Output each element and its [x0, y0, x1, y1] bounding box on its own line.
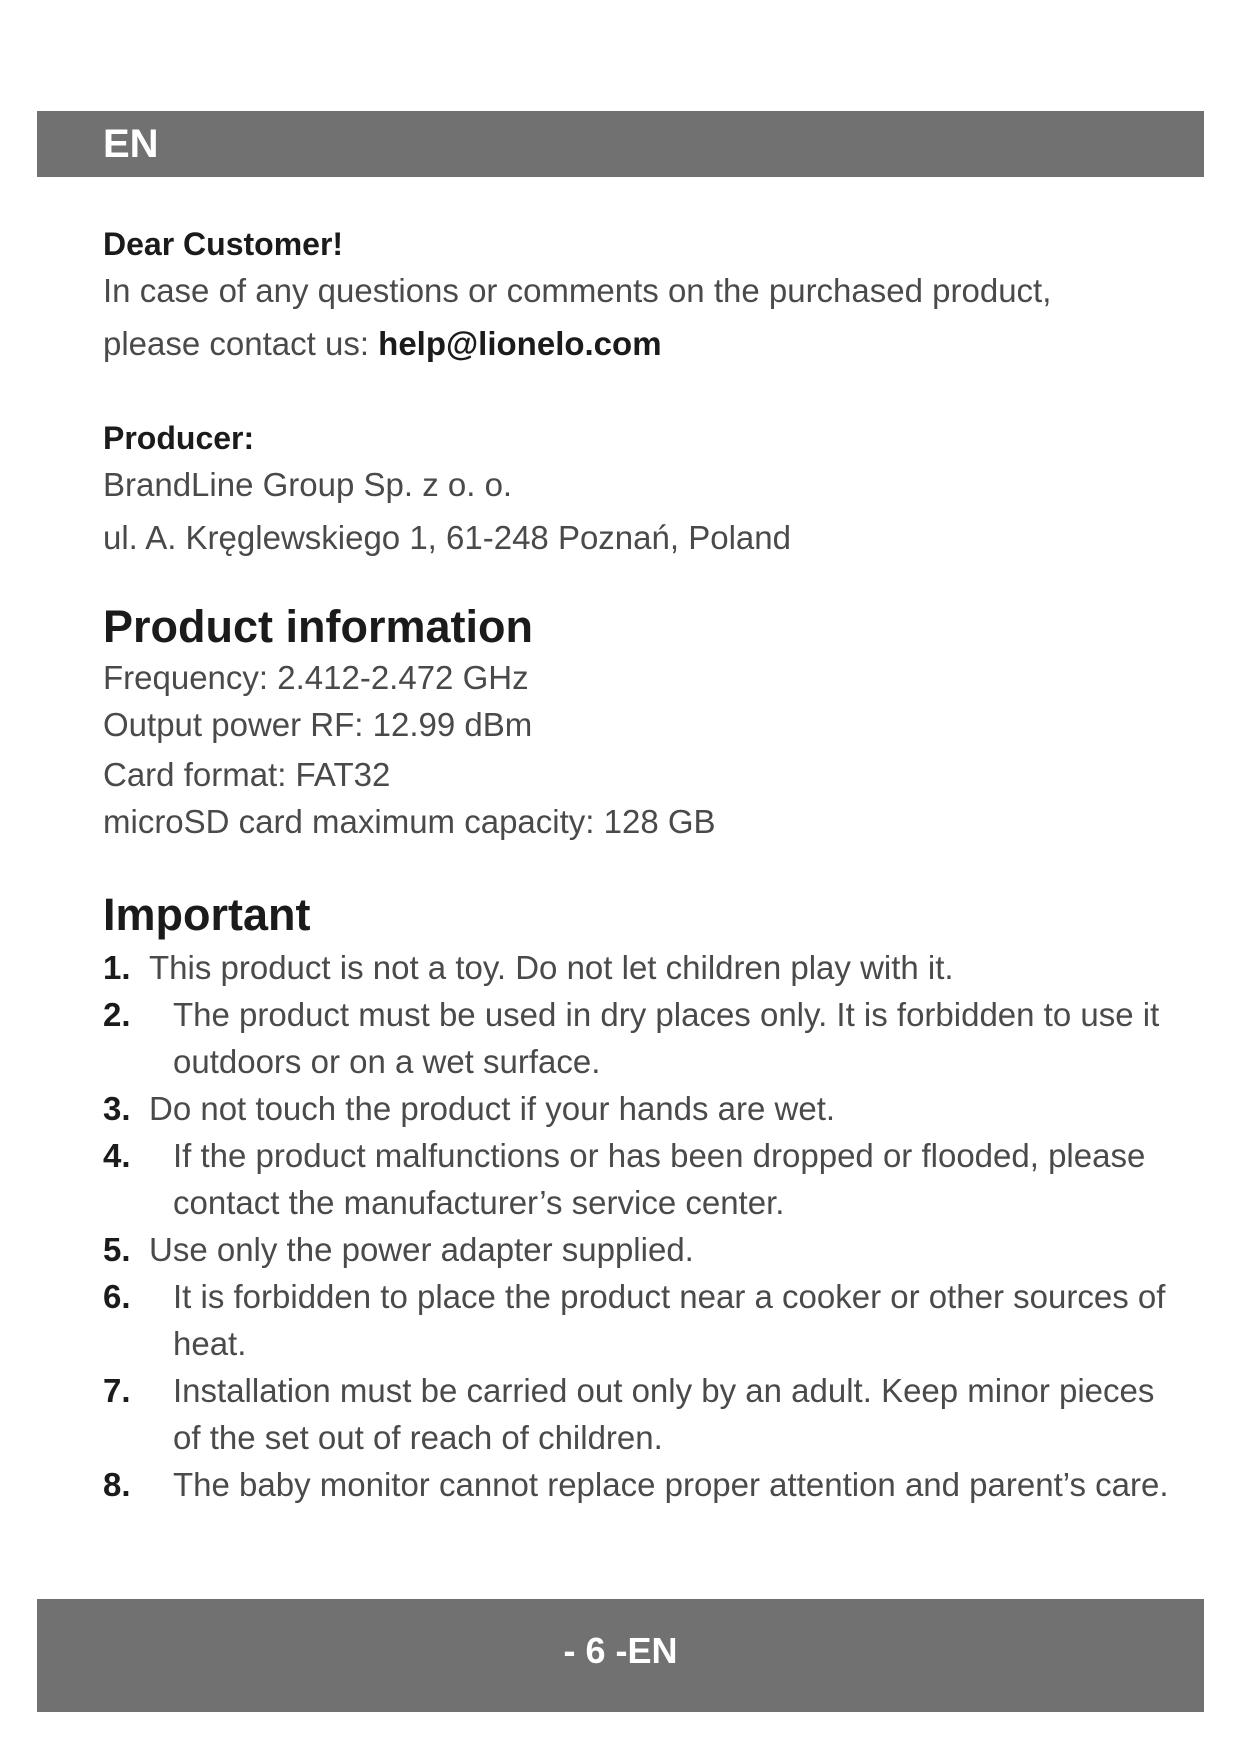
list-item-text: If the product malfunctions or has been dropped or flooded, please contact the manufacturer’s service center. [173, 1137, 1146, 1221]
list-item-text: The product must be used in dry places only. It is forbidden to use it outdoors or on a wet surface. [173, 996, 1160, 1080]
list-item [103, 1085, 1183, 1132]
language-label: EN [103, 122, 159, 166]
important-heading: Important [103, 889, 311, 940]
list-item-text: It is forbidden to place the product near a cooker or other sources of heat. [173, 1278, 1166, 1362]
list-item [103, 944, 1183, 991]
header-bar [37, 111, 1204, 177]
greeting-line-2-prefix: please contact us: [103, 325, 379, 362]
greeting-line-1: In case of any questions or comments on the purchased product, [103, 272, 1052, 309]
list-item-text: Use only the power adapter supplied. [149, 1231, 694, 1268]
list-item-text: This product is not a toy. Do not let children play with it. [149, 949, 954, 986]
list-item [103, 1367, 1183, 1461]
producer-title: Producer: [103, 420, 255, 456]
list-item-number: 5. [103, 1231, 131, 1268]
list-item-number: 6. [103, 1278, 131, 1315]
product-info-line: Output power RF: 12.99 dBm [103, 706, 533, 743]
footer-bar [37, 1599, 1204, 1712]
list-item-text: Installation must be carried out only by an adult. Keep minor pieces of the set out of reach of children. [173, 1372, 1155, 1456]
important-section [103, 888, 1183, 1508]
list-item-number: 4. [103, 1137, 131, 1174]
greeting-title: Dear Customer! [103, 226, 344, 262]
list-item-text: Do not touch the product if your hands are wet. [149, 1090, 836, 1127]
list-item-number: 1. [103, 949, 131, 986]
producer-address: ul. A. Kręglewskiego 1, 61-248 Poznań, Poland [103, 519, 791, 556]
product-info-line: Frequency: 2.412-2.472 GHz [103, 659, 529, 696]
contact-email: help@lionelo.com [378, 325, 662, 362]
list-item-number: 8. [103, 1466, 131, 1503]
list-item-number: 7. [103, 1372, 131, 1409]
list-item [103, 991, 1183, 1085]
producer-section [103, 418, 1183, 558]
greeting-line-2 [103, 324, 1183, 364]
list-item [103, 1226, 1183, 1273]
list-item [103, 1132, 1183, 1226]
list-item-text: The baby monitor cannot replace proper attention and parent’s care. [173, 1466, 1169, 1503]
product-info-section [103, 600, 1183, 842]
list-item [103, 1461, 1183, 1508]
page-number: - 6 -EN [563, 1630, 678, 1671]
greeting-section [103, 224, 1183, 364]
important-list [103, 944, 1183, 1508]
list-item-number: 3. [103, 1090, 131, 1127]
product-info-line: microSD card maximum capacity: 128 GB [103, 803, 716, 840]
product-info-heading: Product information [103, 601, 533, 652]
product-info-line: Card format: FAT32 [103, 756, 391, 793]
list-item-number: 2. [103, 996, 131, 1033]
list-item [103, 1273, 1183, 1367]
producer-name: BrandLine Group Sp. z o. o. [103, 466, 513, 503]
